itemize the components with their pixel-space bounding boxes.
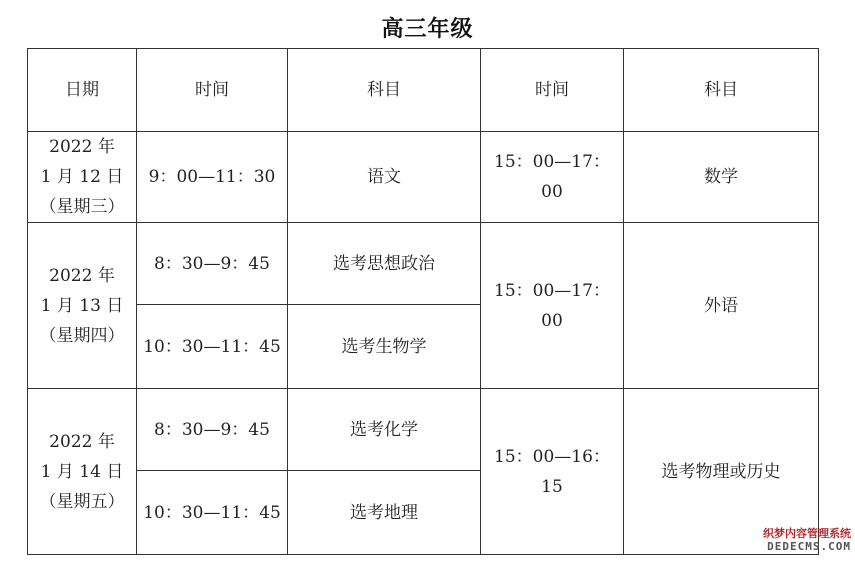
morning-subject-cell: 语文 [288, 132, 481, 223]
header-subject-afternoon: 科目 [624, 49, 819, 132]
afternoon-time-line2: 00 [541, 310, 563, 331]
morning-time-cell: 8：30—9：45 [137, 223, 288, 305]
date-weekday: （星期五） [39, 491, 125, 512]
afternoon-time-line2: 00 [541, 182, 563, 202]
header-row [28, 49, 819, 132]
table-row [28, 223, 819, 305]
afternoon-subject-cell: 数学 [624, 132, 819, 223]
date-day: 1 月 12 日 [40, 167, 124, 187]
morning-time-cell: 10：30—11：45 [137, 471, 288, 555]
afternoon-time-cell [481, 389, 624, 555]
date-day: 1 月 14 日 [40, 461, 124, 482]
date-weekday: （星期三） [39, 197, 125, 217]
table-row [28, 389, 819, 471]
date-day: 1 月 13 日 [40, 295, 124, 316]
morning-subject-cell: 选考地理 [288, 471, 481, 555]
date-year: 2022 年 [49, 431, 115, 452]
page-title: 高三年级 [381, 16, 474, 42]
date-cell [28, 389, 137, 555]
afternoon-time-line2: 15 [541, 476, 563, 497]
header-date: 日期 [28, 49, 137, 132]
header-subject-morning: 科目 [288, 49, 481, 132]
afternoon-time-cell [481, 223, 624, 389]
afternoon-subject-cell: 选考物理或历史 [624, 389, 819, 555]
morning-time-cell: 10：30—11：45 [137, 305, 288, 389]
morning-subject-cell: 选考化学 [288, 389, 481, 471]
watermark [763, 527, 851, 553]
afternoon-subject-cell: 外语 [624, 223, 819, 389]
date-weekday: （星期四） [39, 325, 125, 346]
afternoon-time-line1: 15：00—17： [494, 152, 610, 172]
morning-subject-cell: 选考思想政治 [288, 223, 481, 305]
afternoon-time-line1: 15：00—17： [494, 280, 610, 301]
morning-subject-cell: 选考生物学 [288, 305, 481, 389]
date-cell [28, 223, 137, 389]
header-time-afternoon: 时间 [481, 49, 624, 132]
header-time-morning: 时间 [137, 49, 288, 132]
morning-time-cell: 8：30—9：45 [137, 389, 288, 471]
afternoon-time-line1: 15：00—16： [494, 446, 610, 467]
date-cell [28, 132, 137, 223]
exam-schedule-table [27, 48, 819, 555]
watermark-line2: DEDECMS.COM [767, 540, 851, 553]
date-year: 2022 年 [49, 137, 115, 157]
morning-time-cell: 9：00—11：30 [137, 132, 288, 223]
watermark-line1: 织梦内容管理系统 [763, 527, 851, 540]
table-row [28, 132, 819, 223]
date-year: 2022 年 [49, 265, 115, 286]
afternoon-time-cell [481, 132, 624, 223]
